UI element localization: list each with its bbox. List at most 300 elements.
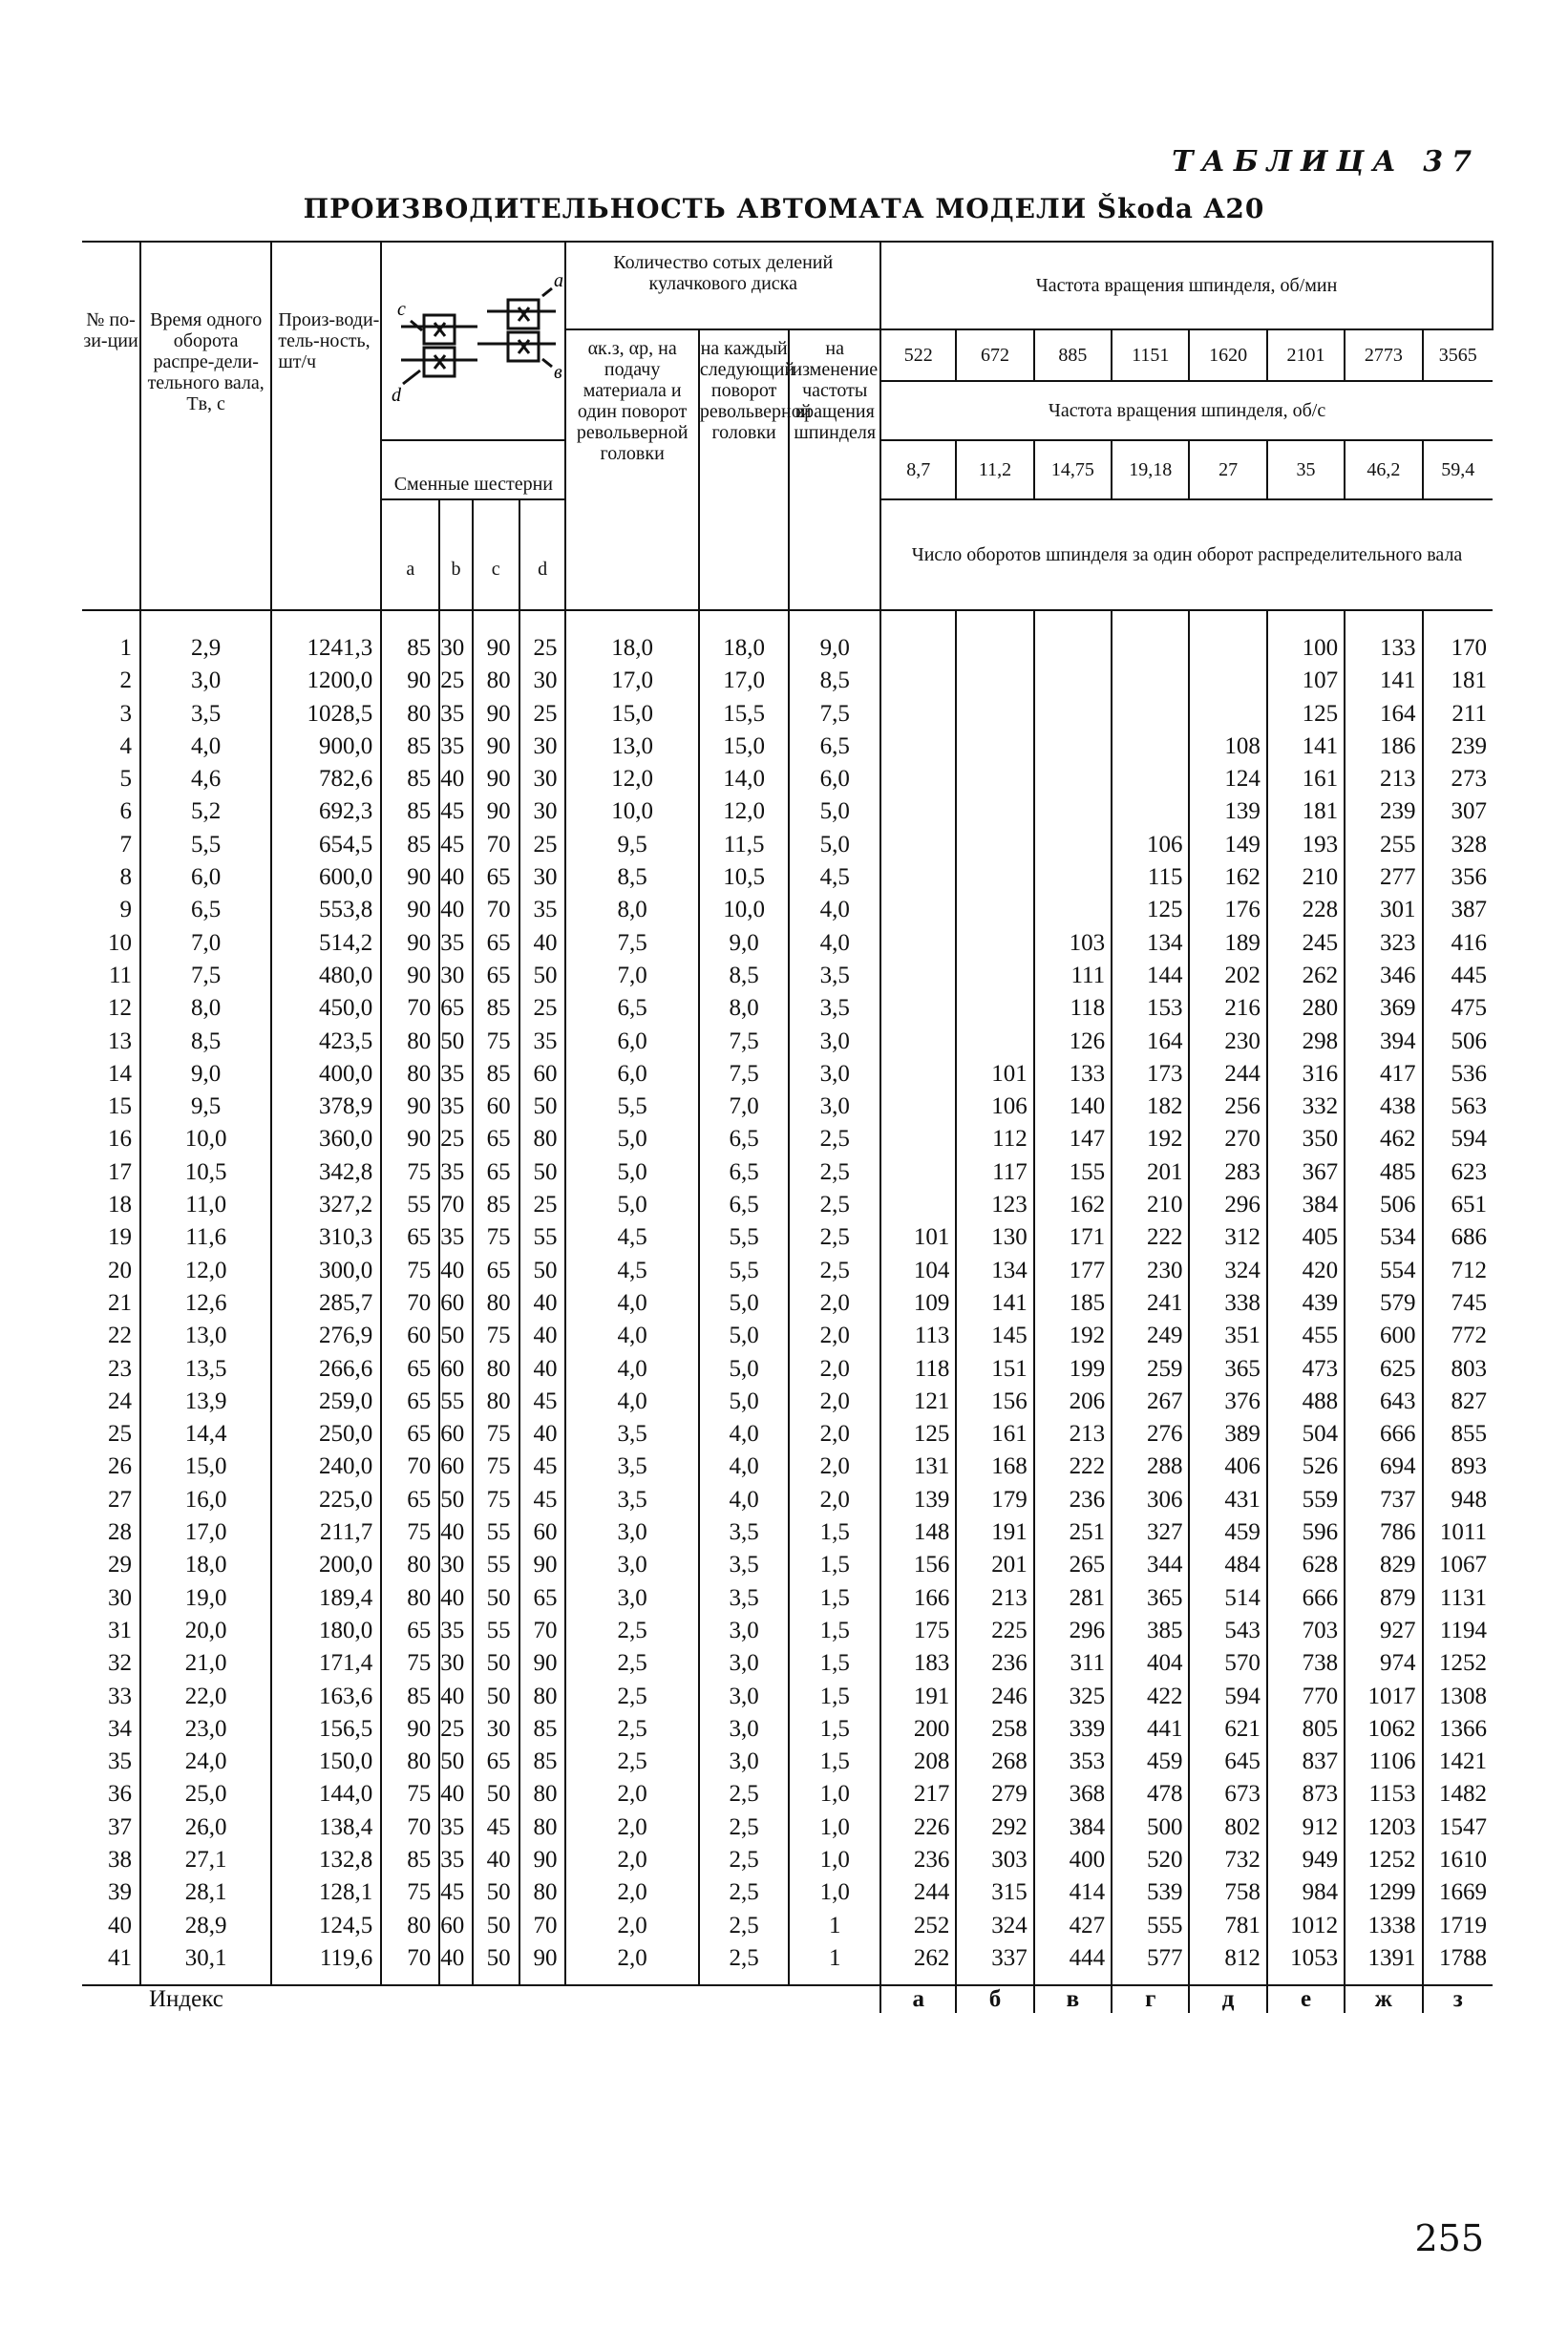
table-cell: [956, 829, 1033, 861]
table-cell: 132,8: [271, 1844, 381, 1876]
table-cell: 462: [1345, 1123, 1422, 1155]
table-cell: 75: [381, 1876, 439, 1909]
table-cell: 3,5: [565, 1451, 698, 1483]
table-cell: 3,0: [699, 1713, 790, 1746]
table-cell: 346: [1345, 960, 1422, 992]
table-cell: 1,0: [789, 1778, 880, 1811]
rpm-value: 1620: [1189, 329, 1266, 381]
table-cell: 270: [1189, 1123, 1266, 1155]
table-cell: 50: [473, 1778, 519, 1811]
table-cell: 356: [1423, 861, 1493, 894]
table-cell: 974: [1345, 1647, 1422, 1680]
table-cell: [1034, 894, 1112, 926]
table-cell: 119,6: [271, 1942, 381, 1985]
table-cell: 30: [439, 1647, 473, 1680]
table-cell: 414: [1034, 1876, 1112, 1909]
table-cell: 1,0: [789, 1811, 880, 1844]
rps-value: 27: [1189, 440, 1266, 499]
table-cell: 738: [1267, 1647, 1345, 1680]
table-cell: 438: [1345, 1091, 1422, 1123]
index-letter: д: [1189, 1985, 1266, 2013]
table-cell: 4,5: [789, 861, 880, 894]
table-cell: 2,5: [789, 1255, 880, 1287]
table-cell: 307: [1423, 795, 1493, 828]
table-cell: 90: [519, 1549, 566, 1581]
gear-col-a: a: [381, 499, 439, 610]
table-cell: 25: [108, 1421, 133, 1448]
table-cell: 2,5: [789, 1189, 880, 1221]
table-cell: 50: [473, 1582, 519, 1615]
table-cell: 427: [1034, 1910, 1112, 1942]
table-cell: 6,0: [140, 861, 271, 894]
table-cell: 5,0: [565, 1123, 698, 1155]
table-cell: [1034, 861, 1112, 894]
table-row: [82, 1582, 1493, 1615]
table-cell: 21: [108, 1289, 133, 1316]
table-cell: 325: [1034, 1681, 1112, 1713]
table-cell: 365: [1112, 1582, 1189, 1615]
table-row: [82, 1647, 1493, 1680]
table-cell: 201: [1112, 1156, 1189, 1189]
table-cell: 912: [1267, 1811, 1345, 1844]
table-cell: 2,5: [789, 1156, 880, 1189]
table-cell: 192: [1034, 1320, 1112, 1352]
table-cell: 8,5: [699, 960, 790, 992]
table-cell: 2,0: [789, 1484, 880, 1516]
table-cell: 225,0: [271, 1484, 381, 1516]
table-cell: 35: [439, 1811, 473, 1844]
table-cell: 50: [439, 1746, 473, 1778]
table-cell: 431: [1189, 1484, 1266, 1516]
table-cell: 50: [439, 1484, 473, 1516]
table-cell: 50: [439, 1320, 473, 1352]
table-cell: 594: [1189, 1681, 1266, 1713]
table-cell: 148: [880, 1516, 956, 1549]
table-cell: 35: [519, 894, 566, 926]
table-cell: 1,5: [789, 1549, 880, 1581]
table-cell: 30: [519, 861, 566, 894]
table-cell: 1610: [1423, 1844, 1493, 1876]
table-cell: 628: [1267, 1549, 1345, 1581]
table-cell: 5,0: [699, 1353, 790, 1386]
table-cell: 1203: [1345, 1811, 1422, 1844]
table-cell: 745: [1423, 1287, 1493, 1320]
table-cell: 927: [1345, 1615, 1422, 1647]
table-cell: 65: [473, 861, 519, 894]
svg-text:a: a: [554, 270, 564, 291]
table-cell: 65: [381, 1418, 439, 1451]
table-cell: 213: [1034, 1418, 1112, 1451]
table-cell: 202: [1189, 960, 1266, 992]
table-cell: 623: [1423, 1156, 1493, 1189]
table-cell: [1189, 698, 1266, 731]
table-cell: 55: [473, 1516, 519, 1549]
table-cell: 18,0: [565, 610, 698, 665]
table-cell: 2,5: [565, 1615, 698, 1647]
table-cell: 2: [119, 667, 133, 694]
table-cell: 35: [439, 698, 473, 731]
table-cell: 50: [519, 1255, 566, 1287]
table-cell: 694: [1345, 1451, 1422, 1483]
table-cell: 10,0: [699, 894, 790, 926]
table-cell: [880, 1156, 956, 1189]
table-cell: 80: [519, 1123, 566, 1155]
table-cell: 2,5: [789, 1221, 880, 1254]
table-row: [82, 1353, 1493, 1386]
table-cell: 145: [956, 1320, 1033, 1352]
table-cell: [1112, 665, 1189, 697]
table-cell: 90: [381, 665, 439, 697]
table-cell: 2,5: [789, 1123, 880, 1155]
table-cell: 3: [119, 700, 133, 727]
table-cell: 24: [108, 1387, 133, 1414]
index-letter: е: [1267, 1985, 1345, 2013]
table-cell: 283: [1189, 1156, 1266, 1189]
table-cell: 256: [1189, 1091, 1266, 1123]
table-cell: 360,0: [271, 1123, 381, 1155]
table-cell: 625: [1345, 1353, 1422, 1386]
table-cell: 1,5: [789, 1746, 880, 1778]
table-cell: 25: [519, 829, 566, 861]
table-cell: 90: [381, 861, 439, 894]
index-letter: а: [880, 1985, 956, 2013]
table-cell: 182: [1112, 1091, 1189, 1123]
table-cell: 123: [956, 1189, 1033, 1221]
table-cell: 164: [1112, 1026, 1189, 1058]
table-cell: 85: [381, 763, 439, 795]
table-cell: 112: [956, 1123, 1033, 1155]
table-cell: 14,4: [140, 1418, 271, 1451]
table-cell: 125: [1112, 894, 1189, 926]
table-cell: 29: [108, 1552, 133, 1578]
table-cell: 60: [439, 1287, 473, 1320]
table-cell: 50: [473, 1942, 519, 1985]
table-cell: 80: [473, 1287, 519, 1320]
table-cell: 80: [519, 1876, 566, 1909]
header-cam-feed: αк.з, αр, на подачу материала и один поворот револьверной головки: [565, 329, 698, 610]
rpm-value: 885: [1034, 329, 1112, 381]
table-cell: 1252: [1345, 1844, 1422, 1876]
table-cell: 162: [1189, 861, 1266, 894]
table-cell: 166: [880, 1582, 956, 1615]
table-cell: 173: [1112, 1058, 1189, 1091]
table-row: [82, 698, 1493, 731]
table-cell: 7,5: [699, 1026, 790, 1058]
table-cell: 141: [1345, 665, 1422, 697]
table-cell: 80: [381, 1582, 439, 1615]
table-cell: 40: [439, 1681, 473, 1713]
table-cell: 60: [439, 1451, 473, 1483]
table-cell: 506: [1345, 1189, 1422, 1221]
table-row: [82, 1876, 1493, 1909]
table-cell: 666: [1267, 1582, 1345, 1615]
table-row: [82, 861, 1493, 894]
table-cell: 162: [1034, 1189, 1112, 1221]
table-cell: 4,0: [140, 731, 271, 763]
table-cell: 15,0: [140, 1451, 271, 1483]
table-cell: 827: [1423, 1386, 1493, 1418]
table-cell: 1299: [1345, 1876, 1422, 1909]
table-cell: 6,5: [789, 731, 880, 763]
table-cell: 485: [1345, 1156, 1422, 1189]
table-cell: 368: [1034, 1778, 1112, 1811]
table-cell: 40: [519, 1353, 566, 1386]
table-cell: 9,5: [565, 829, 698, 861]
table-cell: 201: [956, 1549, 1033, 1581]
table-cell: 3,0: [565, 1516, 698, 1549]
table-cell: 144,0: [271, 1778, 381, 1811]
table-row: [82, 1778, 1493, 1811]
table-cell: 139: [880, 1484, 956, 1516]
table-cell: 65: [473, 960, 519, 992]
table-cell: 241: [1112, 1287, 1189, 1320]
table-cell: 200: [880, 1713, 956, 1746]
table-cell: 376: [1189, 1386, 1266, 1418]
rpm-value: 522: [880, 329, 956, 381]
table-cell: [880, 763, 956, 795]
table-cell: 6,5: [699, 1189, 790, 1221]
table-cell: 35: [439, 927, 473, 960]
table-cell: 416: [1423, 927, 1493, 960]
table-cell: 1017: [1345, 1681, 1422, 1713]
table-cell: 252: [880, 1910, 956, 1942]
table-cell: 15,0: [565, 698, 698, 731]
table-cell: [880, 698, 956, 731]
table-cell: 75: [473, 1320, 519, 1352]
header-cam-divisions: Количество сотых делений кулачкового диска: [565, 242, 880, 329]
table-cell: 50: [473, 1681, 519, 1713]
table-cell: 948: [1423, 1484, 1493, 1516]
table-cell: [1189, 665, 1266, 697]
table-cell: 4,0: [789, 894, 880, 926]
table-cell: 2,0: [789, 1386, 880, 1418]
table-cell: 90: [381, 894, 439, 926]
table-cell: 213: [1345, 763, 1422, 795]
table-cell: 27,1: [140, 1844, 271, 1876]
table-cell: 75: [381, 1647, 439, 1680]
table-cell: 6,5: [565, 992, 698, 1025]
table-cell: 85: [473, 992, 519, 1025]
table-cell: 50: [519, 1091, 566, 1123]
table-cell: [956, 992, 1033, 1025]
table-cell: 4,0: [789, 927, 880, 960]
table-cell: 255: [1345, 829, 1422, 861]
table-cell: 423,5: [271, 1026, 381, 1058]
table-cell: 12,0: [565, 763, 698, 795]
table-cell: 70: [381, 1942, 439, 1985]
table-cell: 18: [108, 1192, 133, 1218]
table-cell: 5,0: [565, 1189, 698, 1221]
table-cell: 7,0: [565, 960, 698, 992]
table-row: [82, 894, 1493, 926]
rps-value: 8,7: [880, 440, 956, 499]
table-cell: 217: [880, 1778, 956, 1811]
table-row: [82, 1746, 1493, 1778]
table-cell: 151: [956, 1353, 1033, 1386]
table-cell: 45: [439, 1876, 473, 1909]
table-cell: 4,0: [699, 1451, 790, 1483]
table-cell: 385: [1112, 1615, 1189, 1647]
table-cell: 14: [108, 1060, 133, 1087]
table-cell: [956, 665, 1033, 697]
table-cell: 782,6: [271, 763, 381, 795]
table-cell: 230: [1112, 1255, 1189, 1287]
table-cell: 230: [1189, 1026, 1266, 1058]
table-cell: 60: [473, 1091, 519, 1123]
table-cell: 7,5: [565, 927, 698, 960]
table-cell: 11: [108, 962, 133, 988]
table-cell: 138,4: [271, 1811, 381, 1844]
table-cell: 459: [1112, 1746, 1189, 1778]
table-cell: 9,5: [140, 1091, 271, 1123]
table-cell: 9,0: [699, 927, 790, 960]
table-cell: 5,0: [699, 1386, 790, 1418]
table-cell: 455: [1267, 1320, 1345, 1352]
table-cell: 1241,3: [271, 610, 381, 665]
table-cell: 80: [381, 1549, 439, 1581]
table-cell: 281: [1034, 1582, 1112, 1615]
table-cell: 133: [1034, 1058, 1112, 1091]
table-cell: 38: [108, 1846, 133, 1873]
table-cell: 101: [956, 1058, 1033, 1091]
table-cell: 338: [1189, 1287, 1266, 1320]
table-cell: 90: [381, 927, 439, 960]
header-rps-title: Частота вращения шпинделя, об/с: [880, 381, 1493, 440]
table-cell: 6,0: [789, 763, 880, 795]
table-cell: 1194: [1423, 1615, 1493, 1647]
table-cell: 439: [1267, 1287, 1345, 1320]
table-cell: 1011: [1423, 1516, 1493, 1549]
table-cell: 45: [439, 795, 473, 828]
table-cell: 262: [880, 1942, 956, 1985]
table-cell: 80: [519, 1778, 566, 1811]
table-cell: 50: [473, 1647, 519, 1680]
table-cell: 1719: [1423, 1910, 1493, 1942]
table-cell: 45: [519, 1451, 566, 1483]
rpm-value: 2773: [1345, 329, 1422, 381]
table-cell: 279: [956, 1778, 1033, 1811]
table-cell: 101: [880, 1221, 956, 1254]
table-cell: 554: [1345, 1255, 1422, 1287]
table-cell: [1034, 795, 1112, 828]
table-row: [82, 1418, 1493, 1451]
table-cell: 90: [381, 1091, 439, 1123]
table-cell: 949: [1267, 1844, 1345, 1876]
table-cell: 258: [956, 1713, 1033, 1746]
table-cell: 596: [1267, 1516, 1345, 1549]
table-row: [82, 927, 1493, 960]
table-cell: [1034, 698, 1112, 731]
table-cell: [880, 829, 956, 861]
table-cell: [880, 960, 956, 992]
table-cell: 40: [519, 1418, 566, 1451]
table-cell: 171: [1034, 1221, 1112, 1254]
table-cell: 222: [1112, 1221, 1189, 1254]
table-cell: 406: [1189, 1451, 1266, 1483]
header-position: № по-зи-ции: [82, 242, 140, 610]
table-cell: 85: [519, 1746, 566, 1778]
table-cell: 12,0: [699, 795, 790, 828]
table-cell: 65: [473, 1746, 519, 1778]
table-cell: 85: [381, 1681, 439, 1713]
svg-text:в: в: [554, 362, 562, 383]
table-cell: 153: [1112, 992, 1189, 1025]
table-cell: 3,5: [699, 1549, 790, 1581]
table-row: [82, 1386, 1493, 1418]
table-cell: 107: [1267, 665, 1345, 697]
table-cell: 1,5: [789, 1647, 880, 1680]
table-cell: 514,2: [271, 927, 381, 960]
table-cell: 65: [519, 1582, 566, 1615]
header-revs-title: Число оборотов шпинделя за один оборот распределительного вала: [880, 499, 1493, 610]
gear-train-icon: [382, 267, 573, 420]
table-cell: 25: [439, 1123, 473, 1155]
table-cell: 250,0: [271, 1418, 381, 1451]
table-cell: 213: [956, 1582, 1033, 1615]
table-cell: 25: [439, 665, 473, 697]
table-cell: 2,5: [565, 1746, 698, 1778]
table-row: [82, 1615, 1493, 1647]
table-row: [82, 1026, 1493, 1058]
table-row: [82, 731, 1493, 763]
table-cell: [880, 1026, 956, 1058]
table-cell: 417: [1345, 1058, 1422, 1091]
table-cell: 288: [1112, 1451, 1189, 1483]
table-cell: 35: [519, 1026, 566, 1058]
table-cell: 300,0: [271, 1255, 381, 1287]
rpm-value: 672: [956, 329, 1033, 381]
table-cell: 11,6: [140, 1221, 271, 1254]
table-cell: 60: [381, 1320, 439, 1352]
table-cell: 65: [473, 1123, 519, 1155]
table-cell: 35: [439, 1058, 473, 1091]
table-cell: 147: [1034, 1123, 1112, 1155]
table-cell: 7,5: [699, 1058, 790, 1091]
table-cell: 772: [1423, 1320, 1493, 1352]
table-cell: 31: [108, 1617, 133, 1643]
table-cell: 2,5: [565, 1713, 698, 1746]
table-cell: 124,5: [271, 1910, 381, 1942]
table-cell: 141: [956, 1287, 1033, 1320]
table-cell: 480,0: [271, 960, 381, 992]
table-cell: [956, 894, 1033, 926]
table-cell: 4,0: [565, 1287, 698, 1320]
table-cell: 39: [108, 1879, 133, 1906]
table-cell: 6,5: [699, 1156, 790, 1189]
table-cell: 8,5: [565, 861, 698, 894]
table-cell: 805: [1267, 1713, 1345, 1746]
table-row: [82, 992, 1493, 1025]
table-cell: 28: [108, 1519, 133, 1546]
table-cell: 323: [1345, 927, 1422, 960]
table-cell: 244: [1189, 1058, 1266, 1091]
table-cell: 22: [108, 1323, 133, 1349]
table-cell: 1338: [1345, 1910, 1422, 1942]
table-cell: 244: [880, 1876, 956, 1909]
table-row: [82, 829, 1493, 861]
table-cell: 1: [119, 635, 133, 661]
header-cam-next-turn: на каждый следующий поворот револьверной головки: [699, 329, 790, 610]
table-cell: 13: [108, 1027, 133, 1054]
table-cell: 180,0: [271, 1615, 381, 1647]
table-cell: 90: [473, 763, 519, 795]
table-cell: 4: [119, 732, 133, 759]
table-cell: 19: [108, 1224, 133, 1251]
table-cell: 1,5: [789, 1516, 880, 1549]
table-cell: 473: [1267, 1353, 1345, 1386]
index-letter: г: [1112, 1985, 1189, 2013]
table-cell: 245: [1267, 927, 1345, 960]
